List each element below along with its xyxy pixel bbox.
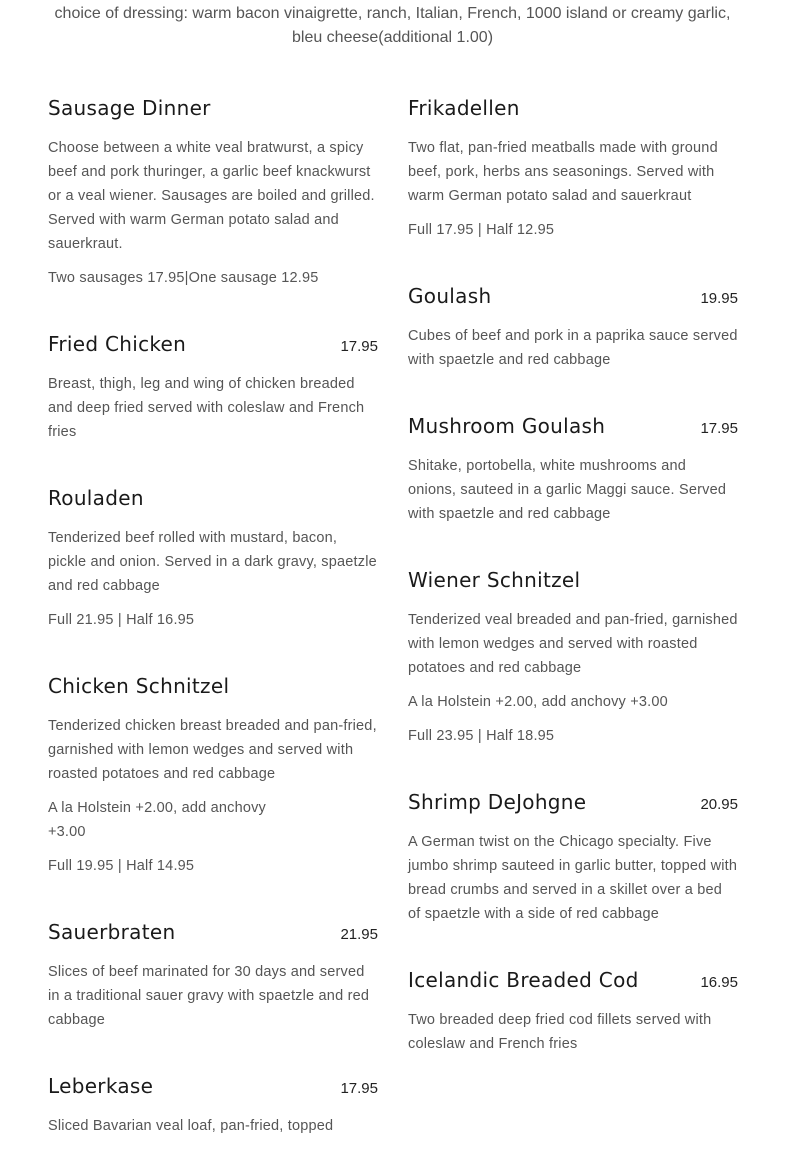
menu-item-wiener-schnitzel xyxy=(408,560,738,748)
item-price-options: Two sausages 17.95|One sausage 12.95 xyxy=(48,270,319,286)
item-name: Rouladen xyxy=(48,486,144,510)
menu-item-fried-chicken xyxy=(48,324,378,444)
item-description: Two breaded deep fried cod fillets served with coleslaw and French fries xyxy=(408,1012,712,1052)
item-price-options: Full 21.95 | Half 16.95 xyxy=(48,612,195,628)
item-price-options: Full 17.95 | Half 12.95 xyxy=(408,222,555,238)
item-price: 21.95 xyxy=(340,926,378,943)
item-addon-note: A la Holstein +2.00, add anchovy +3.00 xyxy=(48,800,267,840)
item-name: Wiener Schnitzel xyxy=(408,568,581,592)
item-name: Goulash xyxy=(408,284,492,308)
item-description: Shitake, portobella, white mushrooms and onions, sauteed in a garlic Maggi sauce. Served with spaetzle and red cabbage xyxy=(408,458,727,522)
item-price: 17.95 xyxy=(700,420,738,437)
dressing-choice-text: choice of dressing: warm bacon vinaigrette, ranch, Italian, French, 1000 island or creamy garlic, bleu cheese(additional 1.00) xyxy=(54,5,731,46)
menu-item-frikadellen xyxy=(408,88,738,242)
menu-column-right xyxy=(408,88,738,1090)
item-price-options: Full 19.95 | Half 14.95 xyxy=(48,858,195,874)
item-price: 17.95 xyxy=(340,1080,378,1097)
item-price-options: Full 23.95 | Half 18.95 xyxy=(408,728,555,744)
menu-item-sauerbraten xyxy=(48,912,378,1032)
menu-item-sausage-dinner xyxy=(48,88,378,290)
item-description: Breast, thigh, leg and wing of chicken breaded and deep fried served with coleslaw and French fries xyxy=(48,376,365,440)
item-description: Tenderized beef rolled with mustard, bacon, pickle and onion. Served in a dark gravy, spaetzle and red cabbage xyxy=(48,530,377,594)
item-description: Tenderized chicken breast breaded and pan-fried, garnished with lemon wedges and served with roasted potatoes and red cabbage xyxy=(48,718,377,782)
item-name: Fried Chicken xyxy=(48,332,187,356)
item-description: Cubes of beef and pork in a paprika sauce served with spaetzle and red cabbage xyxy=(408,328,738,368)
item-description: Tenderized veal breaded and pan-fried, garnished with lemon wedges and served with roasted potatoes and red cabbage xyxy=(408,612,738,676)
item-price: 19.95 xyxy=(700,290,738,307)
menu-column-left xyxy=(48,88,378,1172)
menu-item-shrimp-dejohgne xyxy=(408,782,738,926)
item-name: Icelandic Breaded Cod xyxy=(408,968,639,992)
item-name: Sausage Dinner xyxy=(48,96,211,120)
menu-item-chicken-schnitzel xyxy=(48,666,378,878)
item-description: Slices of beef marinated for 30 days and served in a traditional sauer gravy with spaetzle and red cabbage xyxy=(48,964,370,1028)
item-price: 16.95 xyxy=(700,974,738,991)
item-name: Chicken Schnitzel xyxy=(48,674,230,698)
item-description: A German twist on the Chicago specialty. Five jumbo shrimp sauteed in garlic butter, topped with bread crumbs and served in a skillet over a bed of spaetzle with a side of red cabbage xyxy=(408,834,738,922)
menu-item-rouladen xyxy=(48,478,378,632)
menu-item-icelandic-breaded-cod xyxy=(408,960,738,1056)
item-name: Shrimp DeJohgne xyxy=(408,790,587,814)
item-name: Leberkase xyxy=(48,1074,154,1098)
item-name: Frikadellen xyxy=(408,96,520,120)
item-description: Two flat, pan-fried meatballs made with ground beef, pork, herbs ans seasonings. Served with warm German potato salad and sauerkraut xyxy=(408,140,718,204)
menu-item-leberkase xyxy=(48,1066,378,1138)
item-name: Sauerbraten xyxy=(48,920,176,944)
item-addon-note: A la Holstein +2.00, add anchovy +3.00 xyxy=(408,694,668,710)
item-price: 17.95 xyxy=(340,338,378,355)
menu-item-mushroom-goulash xyxy=(408,406,738,526)
item-description: Choose between a white veal bratwurst, a spicy beef and pork thuringer, a garlic beef knackwurst or a veal wiener. Sausages are boiled and grilled. Served with warm German potato salad and sauerkraut. xyxy=(48,140,375,252)
item-name: Mushroom Goulash xyxy=(408,414,606,438)
item-price: 20.95 xyxy=(700,796,738,813)
menu-item-goulash xyxy=(408,276,738,372)
item-description: Sliced Bavarian veal loaf, pan-fried, topped xyxy=(48,1118,334,1134)
